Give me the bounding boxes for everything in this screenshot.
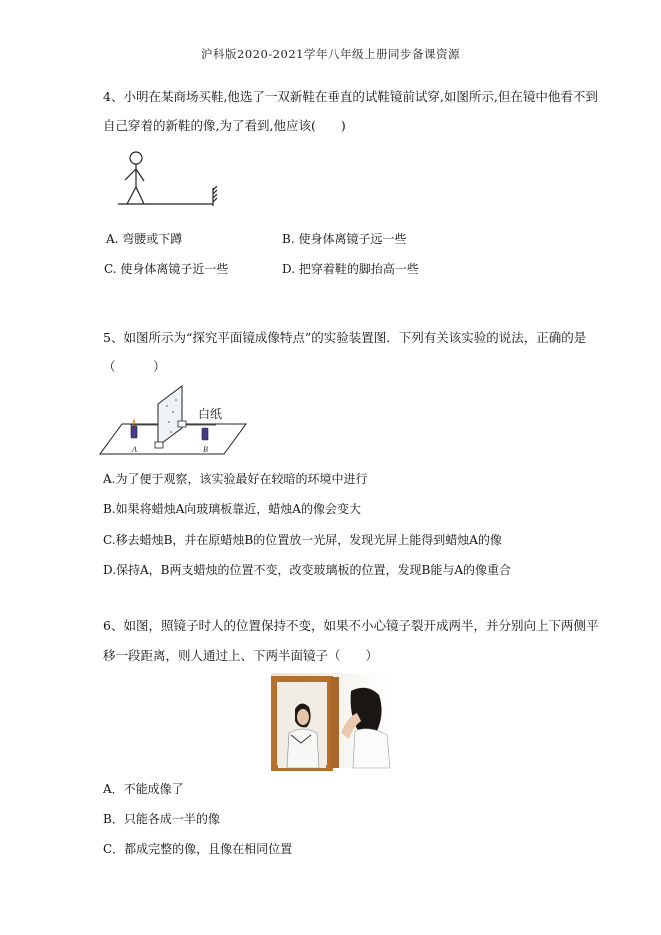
q6-option-a: A．不能成像了 bbox=[103, 782, 184, 796]
q5-option-b: B.如果将蜡烛A向玻璃板靠近，蜡烛A的像会变大 bbox=[103, 502, 361, 516]
q4-figure bbox=[118, 150, 228, 210]
plate-stand-front bbox=[155, 442, 163, 448]
q6-photo-mirror-girl bbox=[271, 673, 390, 768]
q6-stem-line1: 6、如图，照镜子时人的位置保持不变，如果不小心镜子裂开成两半，并分别向上下两侧平 bbox=[103, 618, 599, 633]
q4-stem-line1: 4、小明在某商场买鞋,他选了一双新鞋在垂直的试鞋镜前试穿,如图所示,但在镜中他看不到 bbox=[103, 89, 598, 104]
q6-option-c: C．都成完整的像，且像在相同位置 bbox=[103, 842, 293, 856]
page-header: 沪科版2020-2021学年八年级上册同步备课资源 bbox=[201, 47, 460, 61]
q5-option-a: A.为了便于观察，该实验最好在较暗的环境中进行 bbox=[103, 472, 368, 486]
label-b: B bbox=[203, 445, 208, 454]
glass-plate bbox=[158, 386, 182, 446]
q5-stem-line2: （ ） bbox=[103, 359, 166, 374]
q5-stem-line1: 5、如图所示为“探究平面镜成像特点”的实验装置图．下列有关该实验的说法，正确的是 bbox=[103, 330, 587, 345]
q6-stem-line2: 移一段距离，则人通过上、下两半面镜子（ ） bbox=[103, 648, 379, 663]
q4-option-a: A. 弯腰或下蹲 bbox=[106, 232, 183, 246]
q4-option-c: C. 使身体离镜子近一些 bbox=[104, 262, 229, 276]
q6-option-b: B．只能各成一半的像 bbox=[103, 812, 220, 826]
stick-figure bbox=[125, 152, 144, 204]
mirror-symbol bbox=[213, 186, 217, 206]
q4-stem-line2: 自己穿着的新鞋的像,为了看到,他应该( ) bbox=[103, 118, 346, 133]
q5-option-c: C.移去蜡烛B，并在原蜡烛B的位置放一光屏，发现光屏上能得到蜡烛A的像 bbox=[103, 533, 502, 547]
q5-option-d: D.保持A，B两支蜡烛的位置不变，改变玻璃板的位置，发现B能与A的像重合 bbox=[103, 563, 511, 577]
plate-stand-back bbox=[178, 421, 186, 427]
q4-option-b: B. 使身体离镜子远一些 bbox=[282, 232, 407, 246]
candle-b bbox=[202, 428, 208, 440]
candle-a bbox=[131, 418, 137, 438]
label-a: A bbox=[132, 445, 137, 454]
q4-option-d: D. 把穿着鞋的脚抬高一些 bbox=[282, 262, 419, 276]
label-white-paper: 白纸 bbox=[198, 407, 223, 421]
q5-figure bbox=[100, 384, 260, 458]
